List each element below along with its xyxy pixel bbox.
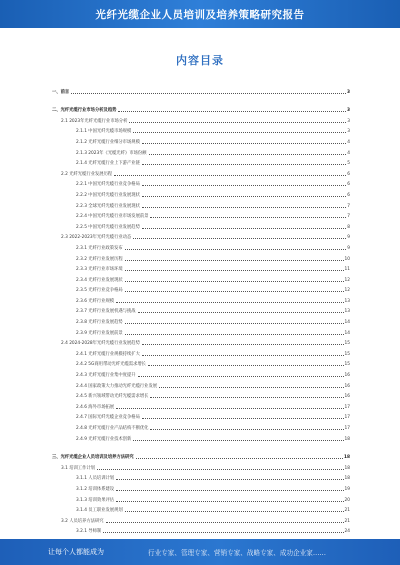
toc-leader-dots xyxy=(116,479,343,480)
toc-leader-dots xyxy=(142,355,344,356)
toc-entry[interactable] xyxy=(52,134,350,145)
toc-entry[interactable] xyxy=(52,84,350,95)
toc-leader-dots xyxy=(138,376,344,377)
toc-entry[interactable] xyxy=(52,325,350,336)
toc-entry[interactable] xyxy=(52,503,350,514)
toc-leader-dots xyxy=(103,532,343,533)
toc-entry-page-number: 3 xyxy=(347,108,350,114)
toc-entry[interactable] xyxy=(52,378,350,389)
toc-leader-dots xyxy=(148,365,344,366)
toc-leader-dots xyxy=(142,185,346,186)
toc-entry[interactable] xyxy=(52,492,350,503)
toc-entry-page-number: 12 xyxy=(344,277,350,283)
toc-entry[interactable] xyxy=(52,367,350,378)
toc-entry-label: 一、前言 xyxy=(52,89,70,95)
toc-leader-dots xyxy=(138,312,344,313)
toc-leader-dots xyxy=(149,154,347,155)
toc-leader-dots xyxy=(136,458,343,459)
toc-leader-dots xyxy=(116,302,343,303)
document-title: 光纤光缆企业人员培训及培养策略研究报告 xyxy=(95,8,305,21)
toc-leader-dots xyxy=(150,217,346,218)
toc-entry[interactable] xyxy=(52,513,350,524)
toc-entry[interactable] xyxy=(52,272,350,283)
table-of-contents xyxy=(52,84,350,534)
toc-entry-label: 2.3.3 光纤行业市场环境 xyxy=(52,267,124,272)
toc-entry[interactable] xyxy=(52,450,350,461)
toc-entry-page-number: 16 xyxy=(344,373,350,379)
toc-entry-label: 2.3.1 光纤行业政策发布 xyxy=(52,246,124,251)
toc-heading: 内容目录 xyxy=(176,54,224,67)
toc-entry[interactable] xyxy=(52,283,350,294)
toc-entry-label: 2.4.2 5G商用带动光纤光缆需求增长 xyxy=(52,362,147,367)
footer-roles: 行业专家、管理专家、营销专家、战略专家、成功企业家…… xyxy=(148,549,327,557)
toc-entry-page-number: 18 xyxy=(344,465,350,471)
toc-leader-dots xyxy=(125,511,344,512)
toc-entry-page-number: 17 xyxy=(344,426,350,431)
toc-entry-page-number: 21 xyxy=(344,518,350,524)
toc-entry-page-number: 13 xyxy=(344,298,350,304)
toc-entry-label: 2.3.6 光纤行业规模 xyxy=(52,299,115,304)
toc-entry-label: 2.4.3 光纤光缆行业集中度提升 xyxy=(52,373,137,378)
toc-leader-dots xyxy=(129,122,346,123)
toc-entry[interactable] xyxy=(52,336,350,347)
toc-entry[interactable] xyxy=(52,124,350,135)
toc-entry[interactable] xyxy=(52,471,350,482)
toc-entry-label: 2.3.4 光纤行业发展现状 xyxy=(52,278,124,283)
toc-leader-dots xyxy=(133,132,346,133)
toc-entry-page-number: 16 xyxy=(344,394,350,400)
toc-entry[interactable] xyxy=(52,460,350,471)
toc-entry-label: 2.2.4 中国光纤光缆行业市场发展前景 xyxy=(52,214,149,219)
toc-entry-label: 2.2.3 全球光纤光缆行业发展现状 xyxy=(52,204,141,209)
toc-leader-dots xyxy=(114,175,346,176)
toc-entry-label: 2.4.1 光纤光缆行业规模持续扩大 xyxy=(52,352,141,357)
toc-entry[interactable] xyxy=(52,410,350,421)
toc-entry[interactable] xyxy=(52,346,350,357)
toc-leader-dots xyxy=(116,408,343,409)
toc-leader-dots xyxy=(97,469,344,470)
toc-entry-label: 2.4 2024-2028年光纤光缆行业发展趋势 xyxy=(52,341,141,346)
toc-leader-dots xyxy=(133,440,343,441)
toc-leader-dots xyxy=(142,196,346,197)
toc-entry-page-number: 3 xyxy=(347,89,350,95)
toc-entry-label: 2.3.5 光纤行业竞争格局 xyxy=(52,288,124,293)
toc-entry[interactable] xyxy=(52,293,350,304)
document-footer xyxy=(0,539,400,565)
toc-entry[interactable] xyxy=(52,113,350,124)
toc-entry-page-number: 15 xyxy=(344,362,350,368)
toc-leader-dots xyxy=(142,344,344,345)
toc-entry[interactable] xyxy=(52,399,350,410)
toc-entry-label: 2.1.1 中国光纤光缆市场规模 xyxy=(52,129,132,134)
toc-entry-page-number: 8 xyxy=(347,224,350,230)
toc-entry[interactable] xyxy=(52,198,350,209)
toc-leader-dots xyxy=(142,143,346,144)
toc-entry-page-number: 13 xyxy=(344,309,350,315)
toc-entry-label: 2.2 光纤光缆行业发展历程 xyxy=(52,172,113,177)
toc-entry-label: 2.2.2 中国光纤光缆行业发展现状 xyxy=(52,193,141,198)
toc-leader-dots xyxy=(142,228,346,229)
toc-entry-label: 三、光纤光缆企业人员培训及培养方法研究 xyxy=(52,455,134,461)
toc-entry-label: 二、光纤光缆行业市场分析及趋势 xyxy=(52,108,117,114)
toc-entry-page-number: 15 xyxy=(344,341,350,347)
toc-leader-dots xyxy=(159,387,343,388)
toc-entry-page-number: 18 xyxy=(344,436,350,442)
toc-entry[interactable] xyxy=(52,240,350,251)
toc-leader-dots xyxy=(142,164,346,165)
toc-entry[interactable] xyxy=(52,251,350,262)
toc-entry[interactable] xyxy=(52,420,350,431)
toc-leader-dots xyxy=(142,207,346,208)
toc-entry[interactable] xyxy=(52,357,350,368)
toc-leader-dots xyxy=(118,111,346,112)
toc-entry-page-number: 20 xyxy=(344,497,350,503)
toc-entry-label: 2.3.9 光纤行业发展前景 xyxy=(52,331,124,336)
toc-entry-label: 3.2 人员培养方法研究 xyxy=(52,519,105,524)
toc-leader-dots xyxy=(125,323,344,324)
toc-leader-dots xyxy=(125,270,344,271)
toc-entry[interactable] xyxy=(52,304,350,315)
toc-entry-page-number: 9 xyxy=(347,235,350,241)
toc-entry-label: 2.1 2023年光纤光缆行业市场分析 xyxy=(52,119,128,124)
toc-leader-dots xyxy=(71,93,346,94)
toc-entry-page-number: 7 xyxy=(347,203,350,209)
toc-entry[interactable] xyxy=(52,166,350,177)
toc-entry-page-number: 3 xyxy=(347,129,350,135)
toc-entry-label: 3.2.1 导师制 xyxy=(52,529,102,534)
toc-entry[interactable] xyxy=(52,431,350,442)
toc-leader-dots xyxy=(133,238,346,239)
toc-entry-label: 2.4.8 光纤光缆行业产品结构不断优化 xyxy=(52,426,149,431)
toc-entry[interactable] xyxy=(52,389,350,400)
toc-entry-label: 3.1.1 人员培训计划 xyxy=(52,476,115,481)
toc-entry[interactable] xyxy=(52,103,350,114)
toc-entry-page-number: 4 xyxy=(347,139,350,145)
toc-entry-page-number: 15 xyxy=(344,351,350,357)
toc-entry[interactable] xyxy=(52,187,350,198)
toc-entry-label: 2.4.6 海外市场拓展 xyxy=(52,405,115,410)
toc-entry[interactable] xyxy=(52,209,350,220)
toc-entry-label: 2.1.2 光纤光缆行业细分市场规模 xyxy=(52,140,141,145)
toc-entry[interactable] xyxy=(52,145,350,156)
toc-entry[interactable] xyxy=(52,314,350,325)
toc-entry-label: 2.3.2 光纤行业发展历程 xyxy=(52,257,124,262)
toc-entry-label: 2.4.9 光纤光缆行业技术创新 xyxy=(52,437,132,442)
toc-entry-label: 3.1.3 培训效果评估 xyxy=(52,498,115,503)
toc-entry-page-number: 3 xyxy=(347,118,350,124)
toc-leader-dots xyxy=(116,490,343,491)
toc-entry-label: 2.2.1 中国光纤光缆行业竞争格局 xyxy=(52,182,141,187)
toc-entry[interactable] xyxy=(52,219,350,230)
toc-entry[interactable] xyxy=(52,262,350,273)
toc-entry-page-number: 21 xyxy=(344,508,350,514)
toc-entry-label: 2.3 2022-2023年光纤光缆行业动态 xyxy=(52,235,132,240)
toc-leader-dots xyxy=(125,249,347,250)
section-gap xyxy=(52,442,350,450)
toc-entry-page-number: 9 xyxy=(347,245,350,251)
toc-leader-dots xyxy=(116,501,343,502)
toc-entry-label: 2.4.7 国际光纤光缆企业竞争格局 xyxy=(52,415,141,420)
toc-entry-page-number: 24 xyxy=(344,529,350,535)
toc-entry-label: 2.4.4 国家政策大力推动光纤光缆行业发展 xyxy=(52,384,158,389)
toc-entry-page-number: 14 xyxy=(344,320,350,326)
toc-entry-label: 3.1 培训工作计划 xyxy=(52,466,96,471)
toc-entry-page-number: 17 xyxy=(344,415,350,421)
toc-leader-dots xyxy=(142,418,344,419)
toc-leader-dots xyxy=(150,397,343,398)
toc-entry-label: 3.1.4 员工职业发展规划 xyxy=(52,508,124,513)
toc-leader-dots xyxy=(150,429,343,430)
toc-entry-page-number: 4 xyxy=(347,150,350,156)
toc-entry-page-number: 5 xyxy=(347,161,350,167)
toc-entry-page-number: 11 xyxy=(344,267,350,273)
footer-slogan: 让每个人都能成为 xyxy=(48,548,104,556)
toc-entry-page-number: 10 xyxy=(344,256,350,262)
toc-entry-page-number: 18 xyxy=(344,476,350,482)
toc-leader-dots xyxy=(106,522,344,523)
toc-entry-page-number: 6 xyxy=(347,192,350,198)
toc-entry-page-number: 16 xyxy=(344,383,350,389)
toc-entry-page-number: 7 xyxy=(347,214,350,220)
toc-entry-page-number: 17 xyxy=(344,404,350,410)
toc-entry-label: 2.1.4 光纤光缆行业上下游产业链 xyxy=(52,161,141,166)
toc-entry[interactable] xyxy=(52,177,350,188)
toc-entry-page-number: 14 xyxy=(344,330,350,336)
toc-entry-label: 3.1.2 培训体系建设 xyxy=(52,487,115,492)
toc-leader-dots xyxy=(125,291,344,292)
toc-entry-label: 2.3.8 光纤行业发展趋势 xyxy=(52,320,124,325)
toc-entry[interactable] xyxy=(52,156,350,167)
toc-leader-dots xyxy=(125,260,344,261)
toc-entry[interactable] xyxy=(52,524,350,535)
toc-entry-page-number: 6 xyxy=(347,171,350,177)
toc-leader-dots xyxy=(125,281,344,282)
document-header xyxy=(0,0,400,28)
toc-entry[interactable] xyxy=(52,230,350,241)
toc-entry-page-number: 12 xyxy=(344,288,350,294)
toc-entry-label: 2.3.7 光纤行业发展机遇与挑战 xyxy=(52,309,137,314)
toc-entry-page-number: 18 xyxy=(344,455,350,461)
toc-entry-label: 2.4.5 新兴领域带动光纤光缆需求增长 xyxy=(52,394,149,399)
section-gap xyxy=(52,95,350,103)
toc-entry-label: 2.2.5 中国光纤光缆行业发展趋势 xyxy=(52,225,141,230)
toc-entry-page-number: 19 xyxy=(344,486,350,492)
toc-leader-dots xyxy=(125,334,344,335)
toc-entry-page-number: 6 xyxy=(347,182,350,188)
toc-entry[interactable] xyxy=(52,481,350,492)
toc-entry-label: 2.1.3 2023年《光缆光纤》市场份额 xyxy=(52,151,148,156)
